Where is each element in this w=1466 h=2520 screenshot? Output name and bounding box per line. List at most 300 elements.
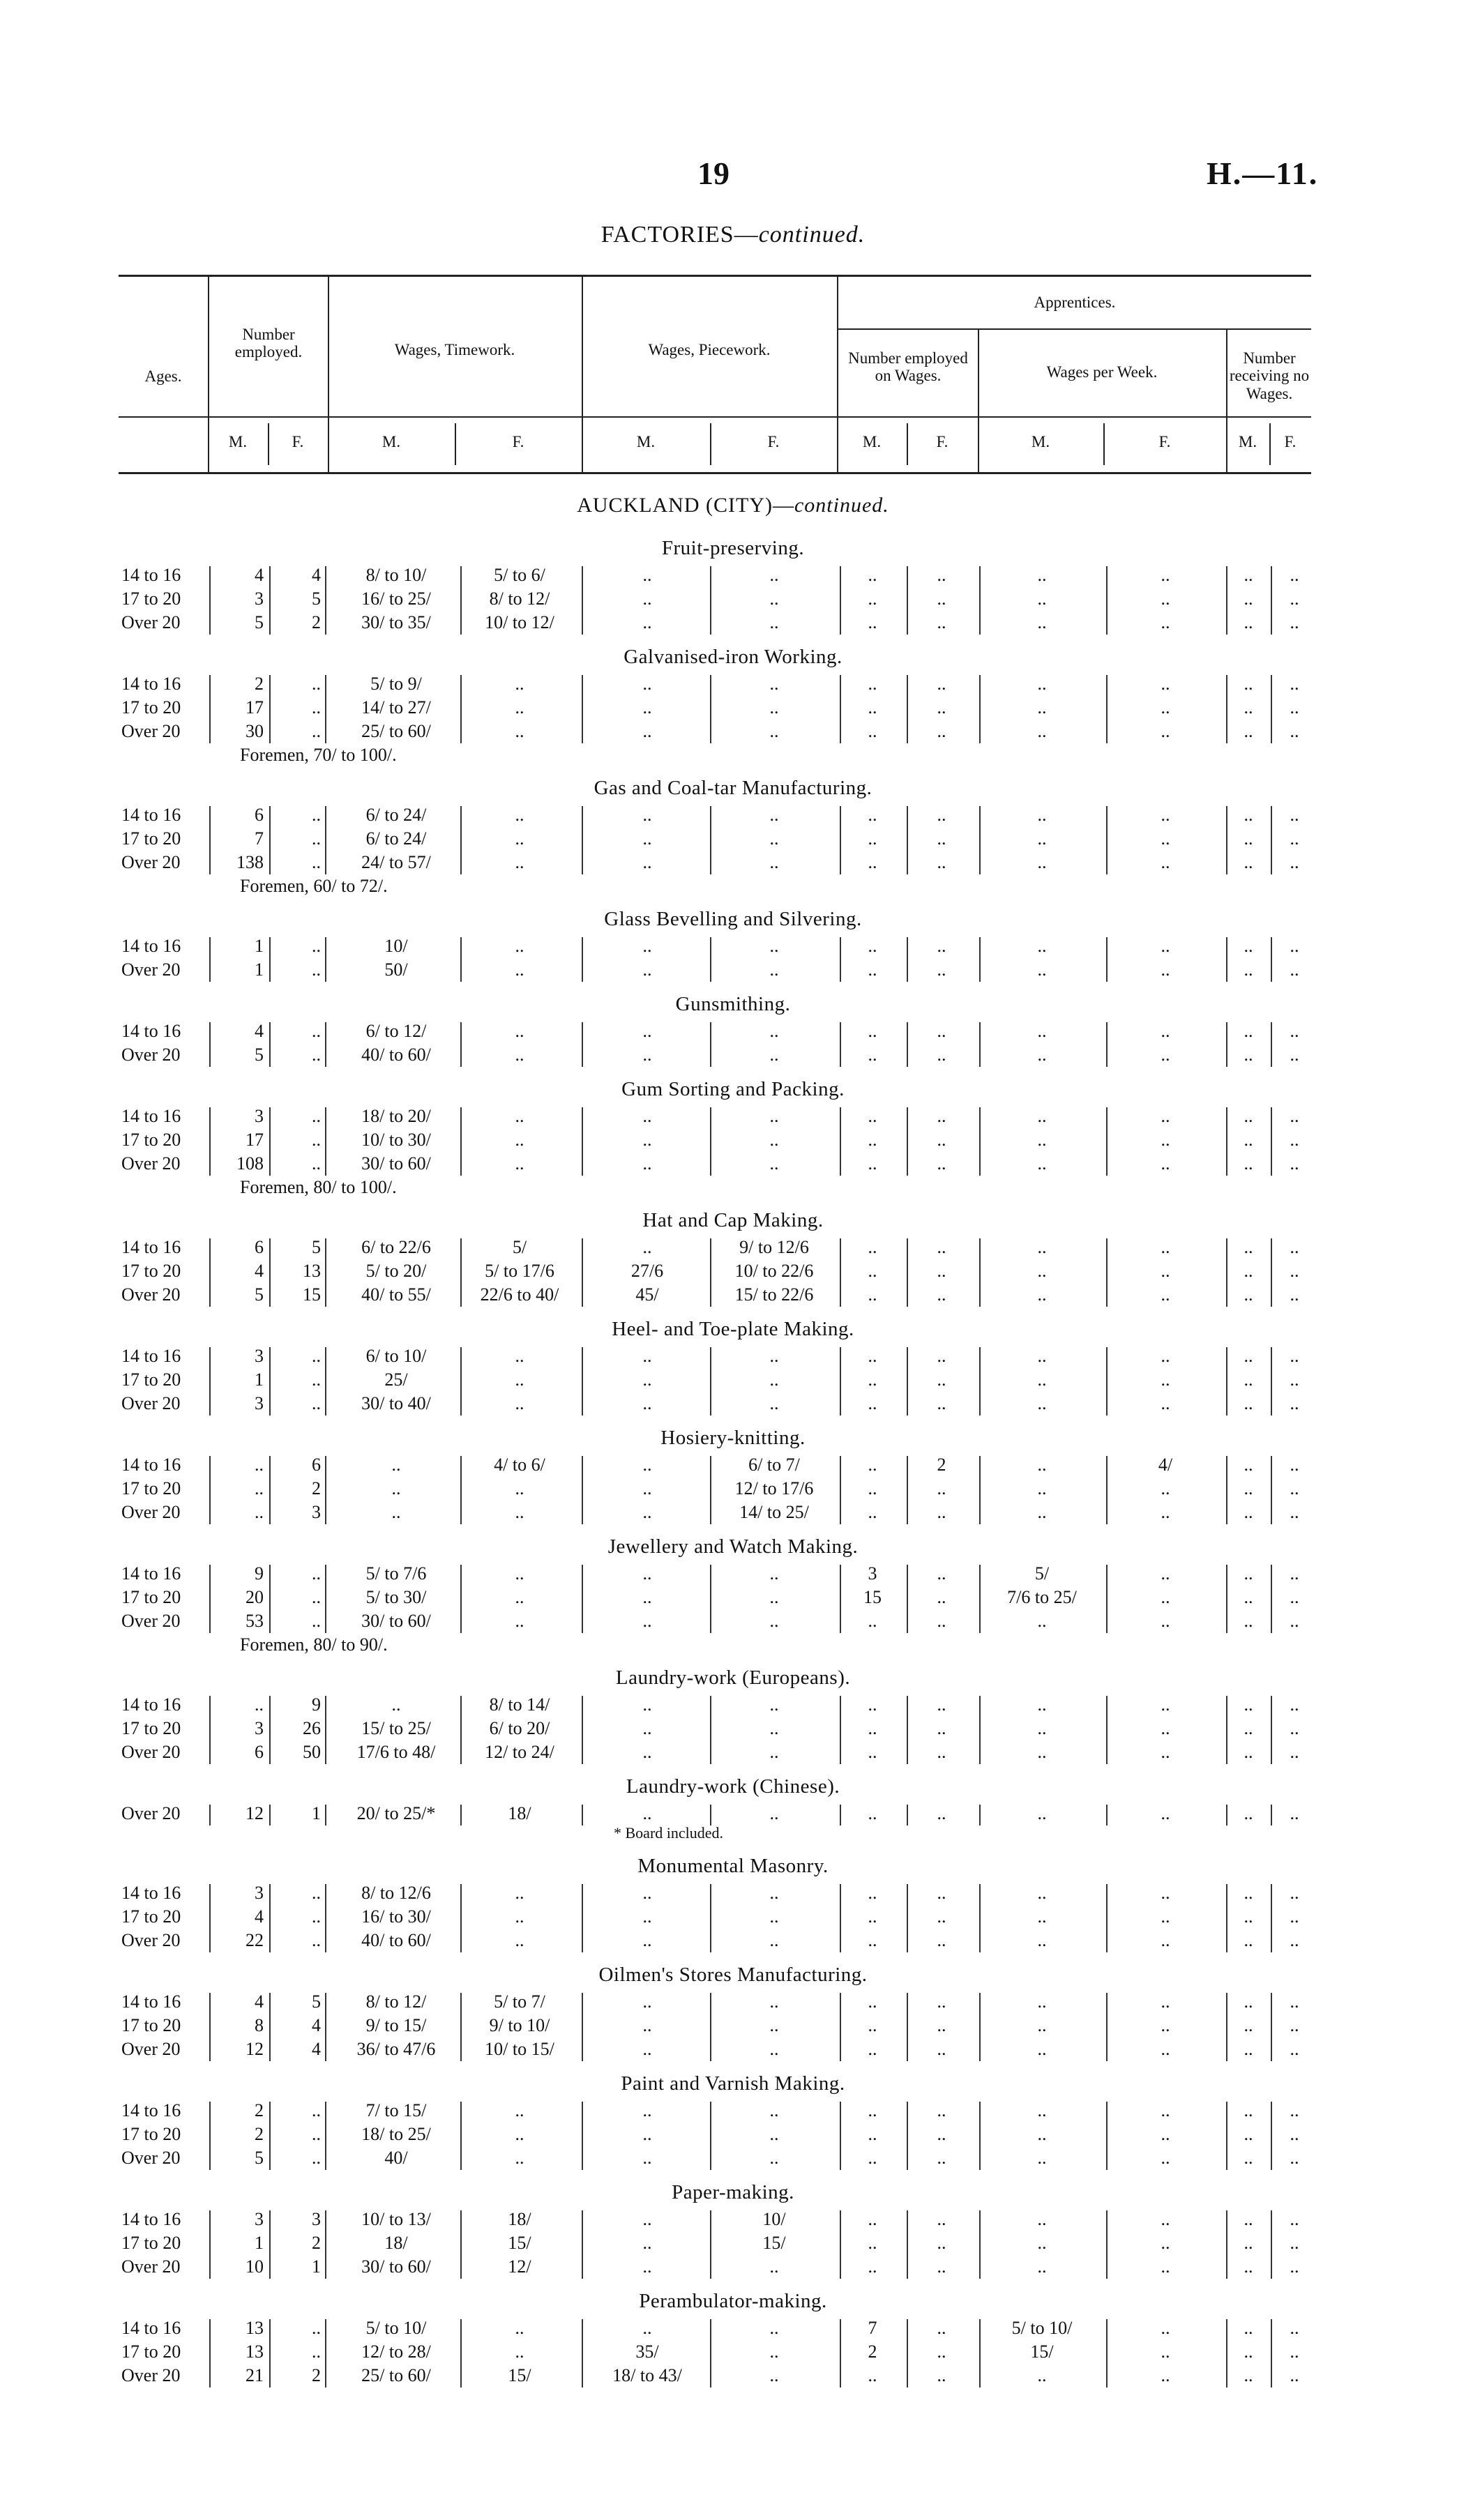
cell-nf: .. — [1290, 1991, 1299, 2012]
cell-awm: .. — [1037, 1742, 1047, 1762]
cell-age: 14 to 16 — [121, 2318, 181, 2338]
column-rule — [209, 806, 211, 874]
cell-am: .. — [868, 1153, 877, 1174]
column-rule — [840, 2210, 841, 2279]
cell-twf: .. — [515, 828, 524, 849]
column-rule — [979, 1696, 981, 1764]
cell-af: .. — [937, 1045, 946, 1065]
column-rule — [269, 937, 271, 982]
cell-m: 3 — [255, 1883, 264, 1903]
row-group-rules — [0, 806, 1466, 874]
column-rule — [269, 1022, 271, 1067]
cell-pwm: .. — [642, 1153, 652, 1174]
cell-m: 5 — [255, 1045, 264, 1065]
cell-nf: .. — [1290, 1021, 1299, 1041]
cell-nm: .. — [1244, 2318, 1253, 2338]
cell-age: 14 to 16 — [121, 1883, 181, 1903]
cell-nf: .. — [1290, 697, 1299, 718]
cell-age: 14 to 16 — [121, 1106, 181, 1126]
cell-nf: .. — [1290, 1237, 1299, 1257]
column-rule — [460, 1993, 462, 2061]
column-rule — [209, 1993, 211, 2061]
cell-am: .. — [868, 2256, 877, 2277]
cell-f: 13 — [303, 1261, 321, 1281]
column-rule — [269, 2102, 271, 2170]
cell-awm: .. — [1037, 936, 1047, 956]
cell-age: 17 to 20 — [121, 697, 181, 718]
cell-nm: .. — [1244, 805, 1253, 825]
cell-twf: .. — [515, 1346, 524, 1366]
column-rule — [460, 1022, 462, 1067]
cell-pwm: .. — [642, 589, 652, 609]
cell-af: .. — [937, 936, 946, 956]
column-rule — [907, 1107, 908, 1176]
cell-pwf: 12/ to 17/6 — [734, 1478, 814, 1498]
cell-pwf: .. — [769, 1563, 779, 1584]
cell-f: .. — [312, 674, 321, 694]
cell-m: 21 — [245, 2365, 264, 2385]
cell-f: 26 — [303, 1718, 321, 1738]
cell-twf: 18/ — [508, 2209, 531, 2229]
cell-twm: 6/ to 12/ — [365, 1021, 427, 1041]
cell-pwf: .. — [769, 1106, 779, 1126]
header-m: M. — [381, 433, 401, 450]
column-rule — [582, 2319, 583, 2388]
cell-twf: 5/ to 7/ — [494, 1991, 545, 2012]
cell-awm: .. — [1037, 1237, 1047, 1257]
column-rule — [840, 1456, 841, 1524]
cell-af: .. — [937, 1153, 946, 1174]
cell-af: .. — [937, 2318, 946, 2338]
cell-nf: .. — [1290, 1153, 1299, 1174]
column-rule — [325, 675, 326, 743]
cell-am: .. — [868, 1742, 877, 1762]
cell-nm: .. — [1244, 2015, 1253, 2035]
cell-af: .. — [937, 1563, 946, 1584]
cell-twm: 5/ to 10/ — [365, 2318, 427, 2338]
cell-nm: .. — [1244, 1284, 1253, 1305]
cell-age: 17 to 20 — [121, 1478, 181, 1498]
column-rule — [209, 1805, 211, 1826]
column-rule — [325, 1022, 326, 1067]
cell-nm: .. — [1244, 1045, 1253, 1065]
cell-nf: .. — [1290, 2209, 1299, 2229]
cell-nm: .. — [1244, 721, 1253, 741]
column-rule — [1271, 1884, 1272, 1952]
column-rule — [1271, 1107, 1272, 1176]
cell-pwm: .. — [642, 936, 652, 956]
cell-m: 4 — [255, 1261, 264, 1281]
cell-twf: .. — [515, 1021, 524, 1041]
cell-nf: .. — [1290, 1106, 1299, 1126]
column-rule — [1226, 1347, 1227, 1415]
cell-twm: .. — [391, 1502, 401, 1522]
cell-am: .. — [868, 1045, 877, 1065]
column-rule — [1226, 675, 1227, 743]
column-rule — [460, 675, 462, 743]
cell-pwf: 14/ to 25/ — [739, 1502, 809, 1522]
column-rule — [979, 2319, 981, 2388]
column-rule — [1106, 1238, 1108, 1307]
cell-m: 2 — [255, 2124, 264, 2144]
cell-pwf: .. — [769, 1803, 779, 1823]
cell-twm: 30/ to 60/ — [361, 1611, 431, 1631]
cell-pwm: 45/ — [635, 1284, 659, 1305]
cell-pwm: .. — [642, 1130, 652, 1150]
cell-age: 17 to 20 — [121, 1261, 181, 1281]
column-rule — [269, 2210, 271, 2279]
cell-twm: 30/ to 60/ — [361, 2256, 431, 2277]
column-rule — [840, 1238, 841, 1307]
cell-awf: .. — [1161, 2100, 1170, 2120]
cell-awf: .. — [1161, 612, 1170, 632]
cell-pwm: .. — [642, 2124, 652, 2144]
cell-m: 8 — [255, 2015, 264, 2035]
column-rule — [710, 1696, 711, 1764]
header-m: M. — [1238, 433, 1257, 450]
column-rule — [325, 1456, 326, 1524]
cell-age: Over 20 — [121, 2256, 181, 2277]
column-rule — [460, 2210, 462, 2279]
cell-nf: .. — [1290, 589, 1299, 609]
column-rule — [979, 1238, 981, 1307]
column-rule — [582, 2210, 583, 2279]
column-rule — [582, 1565, 583, 1633]
cell-nm: .. — [1244, 1742, 1253, 1762]
cell-m: 1 — [255, 959, 264, 980]
cell-twf: .. — [515, 2341, 524, 2362]
column-rule — [209, 1238, 211, 1307]
column-rule — [1226, 1696, 1227, 1764]
cell-twm: 7/ to 15/ — [365, 2100, 427, 2120]
cell-am: .. — [868, 1478, 877, 1498]
cell-twm: 16/ to 30/ — [361, 1906, 431, 1927]
cell-twf: .. — [515, 1153, 524, 1174]
cell-m: 10 — [245, 2256, 264, 2277]
cell-af: .. — [937, 1261, 946, 1281]
cell-m: 13 — [245, 2318, 264, 2338]
section-title — [0, 494, 1466, 517]
row-group-rules — [0, 1456, 1466, 1524]
cell-f: 5 — [312, 589, 321, 609]
cell-m: 1 — [255, 2233, 264, 2253]
column-rule — [582, 1805, 583, 1826]
cell-am: .. — [868, 828, 877, 849]
cell-nm: .. — [1244, 2039, 1253, 2059]
cell-nf: .. — [1290, 721, 1299, 741]
cell-nf: .. — [1290, 2039, 1299, 2059]
row-group-rules — [0, 2319, 1466, 2388]
column-rule — [979, 1805, 981, 1826]
cell-f: 2 — [312, 612, 321, 632]
column-rule — [460, 1456, 462, 1524]
cell-age: 14 to 16 — [121, 1991, 181, 2012]
section-heading: Gunsmithing. — [675, 993, 791, 1015]
cell-am: .. — [868, 959, 877, 980]
cell-f: 9 — [312, 1694, 321, 1715]
cell-awm: .. — [1037, 1906, 1047, 1927]
cell-awm: .. — [1037, 2148, 1047, 2168]
cell-twm: 10/ — [384, 936, 408, 956]
cell-nm: .. — [1244, 2341, 1253, 2362]
cell-af: .. — [937, 805, 946, 825]
cell-awf: .. — [1161, 1611, 1170, 1631]
column-rule — [325, 1238, 326, 1307]
cell-af: .. — [937, 1803, 946, 1823]
column-rule — [840, 1696, 841, 1764]
cell-m: .. — [255, 1478, 264, 1498]
column-rule — [907, 937, 908, 982]
column-rule — [209, 1696, 211, 1764]
cell-twf: 5/ — [512, 1237, 527, 1257]
column-rule — [710, 806, 711, 874]
cell-nf: .. — [1290, 2233, 1299, 2253]
cell-age: 17 to 20 — [121, 1718, 181, 1738]
cell-f: .. — [312, 1883, 321, 1903]
cell-am: .. — [868, 805, 877, 825]
column-rule — [209, 675, 211, 743]
cell-twm: 6/ to 24/ — [365, 828, 427, 849]
column-rule — [460, 937, 462, 982]
cell-nm: .. — [1244, 852, 1253, 872]
cell-f: .. — [312, 2148, 321, 2168]
cell-age: Over 20 — [121, 1803, 181, 1823]
cell-m: 53 — [245, 1611, 264, 1631]
cell-awf: .. — [1161, 1930, 1170, 1950]
cell-awf: .. — [1161, 2318, 1170, 2338]
cell-pwf: .. — [769, 697, 779, 718]
cell-af: .. — [937, 1930, 946, 1950]
cell-pwf: .. — [769, 674, 779, 694]
cell-age: 17 to 20 — [121, 589, 181, 609]
cell-af: .. — [937, 1393, 946, 1413]
section-title-continued: continued. — [794, 494, 889, 517]
cell-m: 5 — [255, 1284, 264, 1305]
section-heading: Perambulator-making. — [639, 2290, 827, 2312]
apprentices-rule — [838, 328, 1311, 330]
cell-am: .. — [868, 1455, 877, 1475]
column-rule — [979, 566, 981, 635]
cell-age: 14 to 16 — [121, 2209, 181, 2229]
section-heading: Gum Sorting and Packing. — [621, 1078, 845, 1100]
cell-awm: .. — [1037, 1393, 1047, 1413]
cell-age: 17 to 20 — [121, 2233, 181, 2253]
column-rule — [1271, 806, 1272, 874]
column-rule — [907, 1696, 908, 1764]
column-rule — [907, 566, 908, 635]
cell-twf: 18/ — [508, 1803, 531, 1823]
column-rule — [1106, 1884, 1108, 1952]
column-rule — [840, 806, 841, 874]
cell-pwf: 10/ to 22/6 — [734, 1261, 814, 1281]
cell-pwm: .. — [642, 1502, 652, 1522]
cell-af: .. — [937, 1906, 946, 1927]
column-rule — [269, 1565, 271, 1633]
column-rule — [269, 1456, 271, 1524]
cell-af: .. — [937, 1130, 946, 1150]
cell-twf: 5/ to 17/6 — [485, 1261, 554, 1281]
cell-m: .. — [255, 1694, 264, 1715]
cell-twm: 25/ to 60/ — [361, 2365, 431, 2385]
table-title — [0, 222, 1466, 248]
column-rule — [979, 675, 981, 743]
cell-nm: .. — [1244, 1694, 1253, 1715]
cell-am: .. — [868, 1106, 877, 1126]
cell-twm: 6/ to 24/ — [365, 805, 427, 825]
cell-twf: .. — [515, 1130, 524, 1150]
cell-awm: .. — [1037, 1718, 1047, 1738]
cell-pwf: .. — [769, 2100, 779, 2120]
column-rule — [979, 1884, 981, 1952]
column-rule — [269, 1347, 271, 1415]
cell-f: .. — [312, 1346, 321, 1366]
column-rule — [325, 1696, 326, 1764]
column-rule — [907, 1347, 908, 1415]
column-rule — [1226, 1022, 1227, 1067]
cell-twm: 24/ to 57/ — [361, 852, 431, 872]
cell-m: 9 — [255, 1563, 264, 1584]
column-rule — [325, 806, 326, 874]
footnote: * Board included. — [614, 1824, 724, 1842]
cell-pwm: .. — [642, 2209, 652, 2229]
cell-age: Over 20 — [121, 2039, 181, 2059]
cell-age: 17 to 20 — [121, 828, 181, 849]
cell-am: .. — [868, 565, 877, 585]
cell-af: .. — [937, 1021, 946, 1041]
column-rule — [979, 806, 981, 874]
cell-pwm: .. — [642, 2318, 652, 2338]
cell-awf: .. — [1161, 828, 1170, 849]
cell-pwf: .. — [769, 1587, 779, 1607]
cell-nf: .. — [1290, 2341, 1299, 2362]
cell-m: 3 — [255, 2209, 264, 2229]
cell-age: 14 to 16 — [121, 805, 181, 825]
column-rule — [460, 1107, 462, 1176]
cell-af: .. — [937, 2233, 946, 2253]
cell-am: .. — [868, 1393, 877, 1413]
header-m: M. — [862, 433, 882, 450]
column-rule — [907, 1993, 908, 2061]
cell-pwf: .. — [769, 828, 779, 849]
column-rule — [1106, 1565, 1108, 1633]
cell-pwm: .. — [642, 2015, 652, 2035]
table-header — [119, 275, 1311, 474]
cell-awm: 5/ to 10/ — [1011, 2318, 1073, 2338]
cell-m: 13 — [245, 2341, 264, 2362]
column-rule — [1106, 1696, 1108, 1764]
column-rule — [840, 566, 841, 635]
cell-awm: .. — [1037, 2256, 1047, 2277]
column-rule — [582, 1238, 583, 1307]
column-rule — [269, 675, 271, 743]
cell-f: 5 — [312, 1991, 321, 2012]
row-group-rules — [0, 566, 1466, 635]
column-rule — [460, 1347, 462, 1415]
cell-m: 3 — [255, 589, 264, 609]
cell-twf: 8/ to 12/ — [489, 589, 550, 609]
cell-awf: .. — [1161, 1284, 1170, 1305]
cell-pwm: .. — [642, 1930, 652, 1950]
column-rule — [209, 1884, 211, 1952]
section-heading: Paper-making. — [672, 2181, 794, 2203]
cell-awf: .. — [1161, 2233, 1170, 2253]
cell-pwm: .. — [642, 1587, 652, 1607]
column-rule — [582, 1696, 583, 1764]
cell-awf: .. — [1161, 1261, 1170, 1281]
cell-age: 17 to 20 — [121, 1587, 181, 1607]
cell-m: 5 — [255, 612, 264, 632]
cell-af: .. — [937, 2341, 946, 2362]
column-rule — [325, 1107, 326, 1176]
foremen-note: Foremen, 70/ to 100/. — [240, 745, 397, 765]
cell-nf: .. — [1290, 1803, 1299, 1823]
cell-nm: .. — [1244, 1346, 1253, 1366]
cell-m: 3 — [255, 1346, 264, 1366]
cell-twf: .. — [515, 1930, 524, 1950]
column-rule — [1226, 1565, 1227, 1633]
cell-f: 4 — [312, 565, 321, 585]
cell-am: 7 — [868, 2318, 877, 2338]
cell-twf: .. — [515, 2318, 524, 2338]
column-rule — [460, 1805, 462, 1826]
section-heading: Gas and Coal-tar Manufacturing. — [594, 777, 872, 799]
cell-pwm: .. — [642, 828, 652, 849]
header-m: M. — [636, 433, 656, 450]
cell-nf: .. — [1290, 1393, 1299, 1413]
cell-awf: .. — [1161, 1045, 1170, 1065]
cell-awm: .. — [1037, 959, 1047, 980]
cell-am: .. — [868, 721, 877, 741]
cell-nm: .. — [1244, 589, 1253, 609]
cell-pwm: .. — [642, 674, 652, 694]
column-rule — [840, 1884, 841, 1952]
column-rule — [1106, 1456, 1108, 1524]
cell-age: 17 to 20 — [121, 1130, 181, 1150]
cell-pwf: .. — [769, 2039, 779, 2059]
cell-nm: .. — [1244, 828, 1253, 849]
cell-f: .. — [312, 2124, 321, 2144]
column-rule — [1271, 937, 1272, 982]
cell-nm: .. — [1244, 1587, 1253, 1607]
column-rule — [209, 2319, 211, 2388]
cell-nm: .. — [1244, 2365, 1253, 2385]
cell-af: .. — [937, 2256, 946, 2277]
column-rule — [710, 2102, 711, 2170]
cell-awm: .. — [1037, 1369, 1047, 1390]
cell-pwm: .. — [642, 1883, 652, 1903]
cell-twm: 16/ to 25/ — [361, 589, 431, 609]
cell-twm: 5/ to 30/ — [365, 1587, 427, 1607]
cell-nm: .. — [1244, 2233, 1253, 2253]
cell-awf: .. — [1161, 697, 1170, 718]
cell-nf: .. — [1290, 2365, 1299, 2385]
cell-pwf: .. — [769, 805, 779, 825]
cell-twm: 18/ to 25/ — [361, 2124, 431, 2144]
foremen-note: Foremen, 80/ to 90/. — [240, 1634, 388, 1655]
cell-nf: .. — [1290, 2148, 1299, 2168]
cell-pwm: .. — [642, 565, 652, 585]
column-rule — [582, 566, 583, 635]
column-rule — [907, 1565, 908, 1633]
cell-nf: .. — [1290, 2256, 1299, 2277]
cell-age: Over 20 — [121, 1742, 181, 1762]
cell-awf: .. — [1161, 959, 1170, 980]
cell-m: 138 — [236, 852, 264, 872]
column-rule — [1271, 2210, 1272, 2279]
cell-twf: 10/ to 12/ — [485, 612, 554, 632]
cell-nm: .. — [1244, 1130, 1253, 1150]
cell-f: .. — [312, 1587, 321, 1607]
